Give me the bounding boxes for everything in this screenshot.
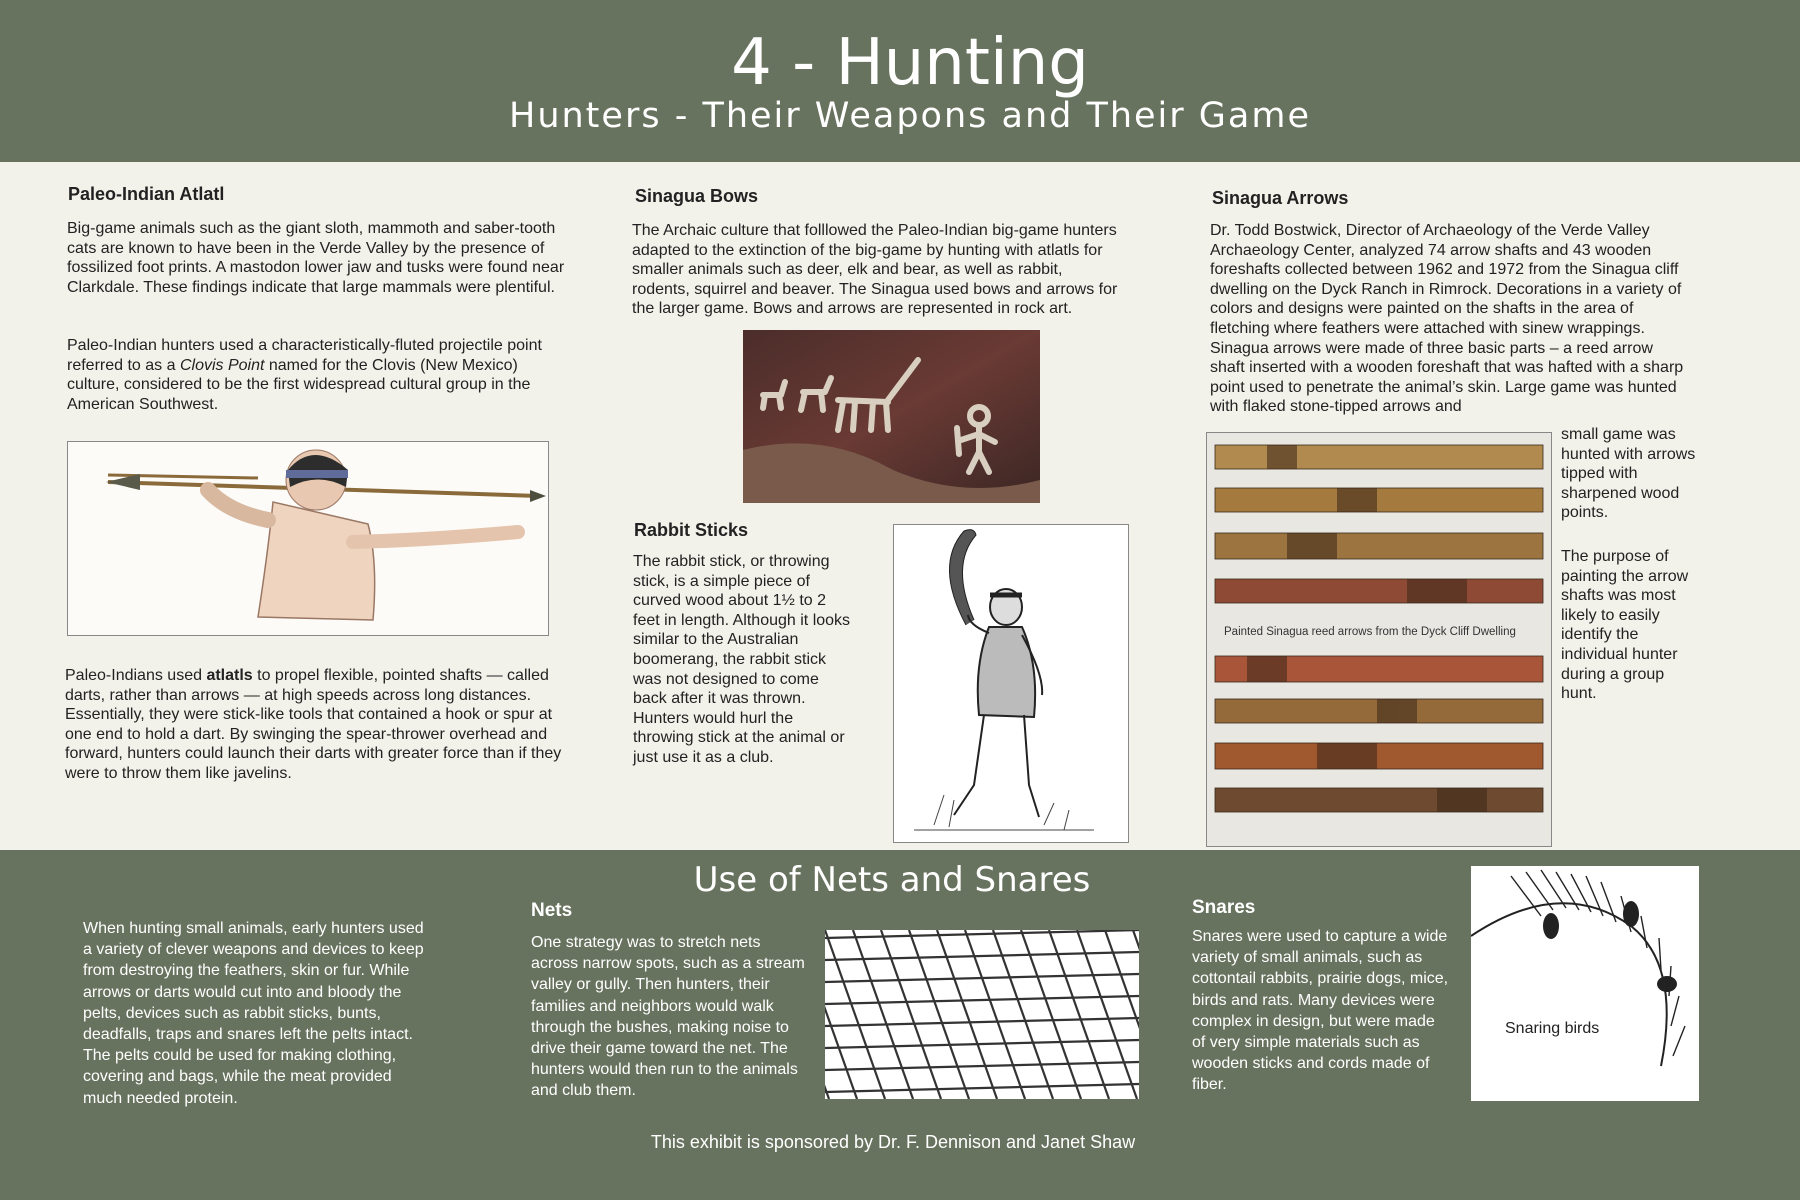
atlatl-paragraph-2: Paleo-Indian hunters used a characteristically-fluted projectile point referred to as a Clovis Point named for the Clovis (New Mexico) culture, considered to be the first widespread cultural group in the American Southwest. bbox=[67, 337, 542, 413]
nets-heading: Nets bbox=[531, 900, 573, 921]
atlatl-heading: Paleo-Indian Atlatl bbox=[68, 184, 225, 204]
arrows-paragraph-2: small game was hunted with arrows tipped with sharpened wood points. bbox=[1561, 426, 1696, 522]
bows-paragraph: The Archaic culture that folllowed the Paleo-Indian big-game hunters adapted to the extinction of the big-game by hunting with atlatls for smaller animals such as deer, elk and bear, as well as rabbit, rodents, squirrel and beaver. The Sinagua used bows and arrows for the larger game. Bows and arrows are represented in rock art. bbox=[632, 222, 1118, 318]
snaring-birds-image bbox=[1471, 866, 1699, 1101]
rabbit-stick-thrower-image bbox=[893, 524, 1129, 843]
nets-paragraph: One strategy was to stretch nets across narrow spots, such as a stream valley or gully. Then hunters, their families and neighbors would walk through the bushes, making noise to drive their game toward the net. The hunters would then run to the animals and club them. bbox=[531, 934, 805, 1100]
net-image bbox=[825, 930, 1139, 1099]
atlatl-paragraph-1: Big-game animals such as the giant sloth, mammoth and saber-tooth cats are known to have been in the Verde Valley by the presence of fossilized foot prints. A mastodon lower jaw and tusks were found near Clarkdale. These findings indicate that large mammals were plentiful. bbox=[67, 220, 565, 296]
rabbit-sticks-paragraph: The rabbit stick, or throwing stick, is a simple piece of curved wood about 1½ to 2 feet in length. Although it looks similar to the Australian boomerang, the rabbit stick was not designed to come back after it was thrown. Hunters would hurl the throwing stick at the animal or just use it as a club. bbox=[633, 553, 851, 766]
page-subtitle: Hunters - Their Weapons and Their Game bbox=[509, 96, 1311, 136]
rabbit-sticks-heading: Rabbit Sticks bbox=[634, 520, 749, 540]
arrows-paragraph-1: Dr. Todd Bostwick, Director of Archaeology of the Verde Valley Archaeology Center, analyzed 74 arrow shafts and 43 wooden foreshafts collected between 1962 and 1972 from the Sinagua cliff dwelling on the Dyck Ranch in Rimrock. Decorations in a variety of colors and designs were painted on the shafts in the area of fletching where feathers were attached with sinew wrappings. Sinagua arrows were made of three basic parts – a reed arrow shaft inserted with a wooden foreshaft that was hafted with a sharp point used to penetrate the animal’s skin. Large game was hunted with flaked stone-tipped arrows and bbox=[1210, 222, 1684, 416]
snaring-birds-caption: Snaring birds bbox=[1505, 1020, 1600, 1037]
atlatl-paragraph-3: Paleo-Indians used atlatls to propel flexible, pointed shafts — called darts, rather than arrows — at high speeds across long distances. Essentially, they were stick-like tools that contained a hook or spur at one end to hold a dart. By swinging the spear-thrower overhead and forward, hunters could launch their darts with greater force than if they were to throw them like javelins. bbox=[65, 667, 562, 782]
arrows-image-caption: Painted Sinagua reed arrows from the Dyck Cliff Dwelling bbox=[1224, 626, 1516, 638]
atlatl-hunter-image bbox=[67, 441, 549, 636]
snares-paragraph: Snares were used to capture a wide variety of small animals, such as cottontail rabbits, prairie dogs, mice, birds and rats. Many devices were complex in design, but were made of very simple materials such as wooden sticks and cords made of fiber. bbox=[1192, 928, 1449, 1094]
page-title: 4 - Hunting bbox=[731, 26, 1089, 100]
arrows-paragraph-3: The purpose of painting the arrow shafts was most likely to easily identify the individual hunter during a group hunt. bbox=[1561, 548, 1689, 703]
small-game-intro: When hunting small animals, early hunters used a variety of clever weapons and devices to keep from destroying the feathers, skin or fur. While arrows or darts would cut into and bloody the pelts, devices such as rabbit sticks, bunts, deadfalls, traps and snares left the pelts intact. The pelts could be used for making clothing, covering and bags, while the meat provided much needed protein. bbox=[83, 920, 424, 1107]
rock-art-image bbox=[743, 330, 1040, 503]
nets-snares-title: Use of Nets and Snares bbox=[693, 860, 1091, 900]
arrows-heading: Sinagua Arrows bbox=[1212, 188, 1349, 208]
sponsor-credit: This exhibit is sponsored by Dr. F. Dennison and Janet Shaw bbox=[650, 1132, 1136, 1152]
snares-heading: Snares bbox=[1192, 897, 1256, 918]
bows-heading: Sinagua Bows bbox=[635, 186, 759, 206]
